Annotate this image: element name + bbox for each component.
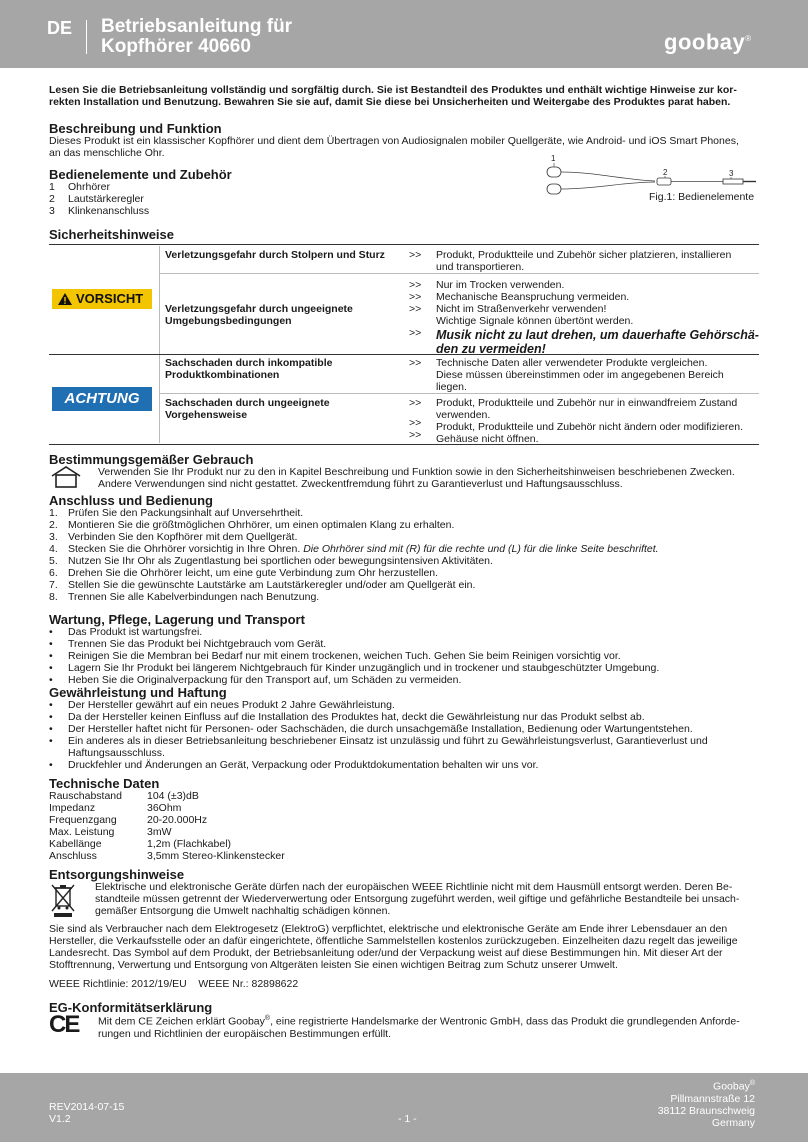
hazard-line: Sachschaden durch ungeeignete	[165, 397, 330, 409]
action-marker: >>	[409, 397, 422, 409]
step-note: Die Ohrhörer sind mit (R) für die rechte und (L) für die linke Seite beschriftet.	[303, 543, 659, 555]
paragraph-line: Landesrecht. Das Symbol auf dem Produkt, der Betriebsanleitung oder/und der Verpackung weist auf diese Bestimmungen hin. Mit dieser Art der	[49, 947, 723, 959]
table-divider	[160, 273, 759, 274]
spec-key: Max. Leistung	[49, 826, 115, 838]
table-divider	[160, 393, 759, 394]
company-name: Goobay	[713, 1080, 750, 1093]
description-line-2: an das menschliche Ohr.	[49, 147, 165, 159]
action-text	[436, 357, 759, 393]
step-number: 5.	[49, 555, 58, 567]
list-item	[49, 662, 761, 674]
trademark-mark: ®	[749, 1080, 755, 1087]
table-row	[49, 826, 449, 838]
operation-steps	[49, 507, 761, 603]
weee-bin-icon	[49, 882, 77, 918]
title-line-1: Betriebsanleitung für	[101, 16, 293, 37]
spec-value: 3mW	[147, 826, 172, 838]
list-item	[49, 543, 761, 555]
list-item	[49, 193, 349, 205]
hazard-label	[165, 303, 405, 327]
list-item	[49, 711, 761, 723]
item-label: Lautstärkeregler	[68, 193, 144, 205]
version: V1.2	[49, 1113, 71, 1125]
language-code: DE	[47, 18, 73, 38]
paragraph-line: Sie sind als Verbraucher nach dem Elektrogesetz (ElektroG) verpflichtet, elektrische und elektronische Geräte am Ende ihrer Lebensdauer an den	[49, 923, 728, 935]
warning-triangle-icon	[57, 292, 73, 306]
step-number: 7.	[49, 579, 58, 591]
list-item	[49, 531, 761, 543]
disposal-text	[95, 881, 761, 917]
hazard-line: Umgebungsbedingungen	[165, 315, 292, 327]
action-line: Nicht im Straßenverkehr verwenden!	[436, 303, 607, 315]
action-marker: >>	[409, 417, 422, 429]
step-text: Stecken Sie die Ohrhörer vorsichtig in Ihre Ohren.	[68, 543, 304, 555]
step-text: Verbinden Sie den Kopfhörer mit dem Quellgerät.	[68, 531, 298, 543]
intro-line-1: Lesen Sie die Betriebsanleitung vollständig und sorgfältig durch. Sie ist Bestandteil des Produktes und enthält wichtige Hinweise zur kor-	[49, 84, 737, 96]
description-line-1: Dieses Produkt ist ein klassischer Kopfhörer und dient dem Übertragen von Audiosignalen mobiler Quellgeräte, wie Android- und iOS Smart Phones,	[49, 135, 739, 147]
intro-line-2: rekten Installation und Benutzung. Bewahren Sie sie auf, damit Sie diese bei Unsicherheiten und Weitergabe des Produktes parat haben.	[49, 96, 731, 108]
page-header	[0, 0, 808, 68]
section-rule	[49, 244, 759, 245]
paragraph-line: Elektrische und elektronische Geräte dürfen nach der europäischen WEEE Richtlinie nicht mit dem Hausmüll entsorgt werden. Deren Be-	[95, 881, 733, 893]
page-title	[101, 17, 292, 57]
list-item	[49, 507, 761, 519]
list-item	[49, 650, 761, 662]
action-line: verwenden.	[436, 409, 491, 421]
bullet: •	[49, 674, 53, 686]
step-text: Prüfen Sie den Packungsinhalt auf Unversehrtheit.	[68, 507, 304, 519]
volume-control-icon	[657, 178, 671, 185]
hazard-label	[165, 357, 405, 381]
disposal-text-2	[49, 923, 761, 971]
list-item	[49, 699, 761, 711]
list-item	[49, 638, 761, 650]
bullet: •	[49, 662, 53, 674]
item-text: Der Hersteller gewährt auf ein neues Produkt 2 Jahre Gewährleistung.	[68, 699, 395, 711]
spec-value: 1,2m (Flachkabel)	[147, 838, 232, 850]
list-item	[49, 626, 761, 638]
list-item	[49, 759, 761, 771]
list-item	[49, 579, 761, 591]
item-label: Ohrhörer	[68, 181, 111, 193]
bullet: •	[49, 735, 53, 747]
controls-list	[49, 181, 349, 217]
spec-value: 3,5mm Stereo-Klinkenstecker	[147, 850, 285, 862]
action-markers	[409, 397, 421, 441]
step-number: 1.	[49, 507, 58, 519]
weee-reference: WEEE Richtlinie: 2012/19/EU WEEE Nr.: 82898622	[49, 978, 299, 990]
list-item	[49, 555, 761, 567]
action-marker: >>	[409, 291, 422, 303]
bullet: •	[49, 638, 53, 650]
action-line: Produkt, Produktteile und Zubehör sicher platzieren, installieren	[436, 249, 732, 261]
intro-paragraph	[49, 84, 761, 108]
step-text: Nutzen Sie Ihr Ohr als Zugentlastung bei sportlichen oder bewegungsintensiven Aktivitäten.	[68, 555, 493, 567]
warranty-heading: Gewährleistung und Haftung	[49, 685, 227, 700]
item-text: Das Produkt ist wartungsfrei.	[68, 626, 203, 638]
item-text: Haftungsausschluss.	[68, 747, 165, 759]
step-number: 8.	[49, 591, 58, 603]
hazard-label: Verletzungsgefahr durch Stolpern und Sturz	[165, 249, 385, 261]
action-line: und transportieren.	[436, 261, 525, 273]
ce-text	[98, 1013, 762, 1040]
action-marker: >>	[409, 249, 422, 261]
achtung-badge: ACHTUNG	[52, 387, 152, 411]
list-item	[49, 181, 349, 193]
figure-label-2: 2	[663, 168, 668, 177]
trademark-mark: ®	[264, 1015, 271, 1022]
list-item	[49, 519, 761, 531]
hazard-label	[165, 397, 405, 421]
spec-value: 36Ohm	[147, 802, 182, 814]
step-text: Stellen Sie die gewünschte Lautstärke am Lautstärkeregler und/oder am Quellgerät ein.	[68, 579, 476, 591]
item-text: Druckfehler und Änderungen an Gerät, Verpackung oder Produktdokumentation behalten wir uns vor.	[68, 759, 539, 771]
spec-key: Impedanz	[49, 802, 96, 814]
paragraph-line: Andere Verwendungen sind nicht gestattet. Zweckentfremdung führt zu Garantieverlust und Haftungsausschluss.	[98, 478, 623, 490]
logo-mark: ®	[745, 34, 752, 43]
spec-value: 20-20.000Hz	[147, 814, 208, 826]
maintenance-heading: Wartung, Pflege, Lagerung und Transport	[49, 612, 305, 627]
maintenance-list	[49, 626, 761, 686]
paragraph-text: , eine registrierte Handelsmarke der Wentronic GmbH, dass das Produkt die grundlegenden Anforde-	[270, 1015, 740, 1028]
paragraph-line: Verwenden Sie Ihr Produkt nur zu den in Kapitel Beschreibung und Funktion sowie in den Sicherheitshinweisen beschriebenen Zwecken.	[98, 466, 735, 478]
item-text: Lagern Sie Ihr Produkt bei längerem Nichtgebrauch für Kinder unzugänglich und in trockener und staubgeschützter Umgebung.	[68, 662, 660, 674]
page-number: - 1 -	[398, 1113, 417, 1125]
logo-text: goobay	[664, 29, 746, 55]
ce-mark-icon: CE	[49, 1011, 79, 1038]
operation-heading: Anschluss und Bedienung	[49, 493, 213, 508]
table-row	[49, 802, 449, 814]
item-text: Trennen Sie das Produkt bei Nichtgebrauch vom Gerät.	[68, 638, 327, 650]
list-item	[49, 205, 349, 217]
paragraph-line: rungen und Richtlinien der europäischen Bestimmungen erfüllt.	[98, 1027, 392, 1040]
item-text: Heben Sie die Originalverpackung für den Transport auf, um Schäden zu vermeiden.	[68, 674, 462, 686]
earbud-icon	[547, 184, 561, 194]
bullet: •	[49, 626, 53, 638]
hazard-line: Sachschaden durch inkompatible	[165, 357, 333, 369]
step-text: Montieren Sie die größtmöglichen Ohrhörer, um einen optimalen Klang zu erhalten.	[68, 519, 455, 531]
step-text: Trennen Sie alle Kabelverbindungen nach Benutzung.	[68, 591, 320, 603]
list-item	[49, 567, 761, 579]
table-row	[49, 814, 449, 826]
hazard-line: Verletzungsgefahr durch ungeeignete	[165, 303, 353, 315]
vorsicht-label: VORSICHT	[76, 291, 144, 306]
spec-key: Kabellänge	[49, 838, 102, 850]
action-line: Nur im Trocken verwenden.	[436, 279, 565, 291]
item-label: Klinkenanschluss	[68, 205, 150, 217]
paragraph-line: standteile müssen getrennt der Wiederverwertung oder Entsorgung zugeführt werden, weil giftige und gefährliche Bestandteile bei unsach-	[95, 893, 740, 905]
action-line: Mechanische Beanspruchung vermeiden.	[436, 291, 630, 303]
hazard-line: Produktkombinationen	[165, 369, 280, 381]
action-marker: >>	[409, 357, 422, 369]
item-text: Ein anderes als in dieser Betriebsanleitung beschriebener Einsatz ist unzulässig und führt zu Gewährleistungsverlust, Garantieverlust und	[68, 735, 708, 747]
list-item	[49, 591, 761, 603]
vorsicht-badge	[52, 289, 152, 309]
hazard-line: Vorgehensweise	[165, 409, 248, 421]
action-markers	[409, 279, 421, 339]
spec-key: Anschluss	[49, 850, 97, 862]
description-heading: Beschreibung und Funktion	[49, 121, 222, 136]
item-number: 2	[49, 193, 55, 205]
warranty-list	[49, 699, 761, 771]
action-marker: >>	[409, 327, 422, 339]
company-address	[658, 1078, 755, 1129]
earbud-icon	[547, 167, 561, 177]
emphasis-line: den zu vermeiden!	[436, 342, 546, 356]
item-text: Reinigen Sie die Membran bei Bedarf nur mit einem trockenen, weichen Tuch. Gehen Sie beim Reinigen vorsichtig vor.	[68, 650, 621, 662]
spec-value: 104 (±3)dB	[147, 790, 199, 802]
address-country: Germany	[711, 1116, 755, 1129]
bullet: •	[49, 759, 53, 771]
list-item	[49, 723, 761, 735]
paragraph-line: Stofftrennung, Verwertung und Entsorgung von Altgeräten leisten Sie einen wichtigen Beitrag zum Schutz unserer Umwelt.	[49, 959, 618, 971]
bullet: •	[49, 711, 53, 723]
step-number: 2.	[49, 519, 58, 531]
spec-key: Rauschabstand	[49, 790, 122, 802]
bullet: •	[49, 699, 53, 711]
action-line: liegen.	[436, 381, 467, 393]
action-marker: >>	[409, 429, 422, 441]
jack-plug-icon	[723, 179, 743, 184]
emphasis-line: Musik nicht zu laut drehen, um dauerhafte Gehörschä-	[436, 328, 759, 342]
item-text: Da der Hersteller keinen Einfluss auf die Installation des Produktes hat, deckt die Gewährleistung nur das Produkt selbst ab.	[68, 711, 645, 723]
step-number: 6.	[49, 567, 58, 579]
revision-info	[49, 1101, 124, 1125]
safety-heading: Sicherheitshinweise	[49, 227, 174, 242]
paragraph-line: Hersteller, die Verkaufsstelle oder an dafür eingerichtete, öffentliche Sammelstellen kostenlos zurückzugeben. Einzelheiten dazu regelt das jeweilige	[49, 935, 738, 947]
figure-caption: Fig.1: Bedienelemente	[649, 191, 755, 203]
bullet: •	[49, 650, 53, 662]
header-divider	[86, 20, 87, 54]
revision-date: REV2014-07-15	[49, 1101, 125, 1113]
action-text	[436, 279, 759, 356]
step-number: 3.	[49, 531, 58, 543]
address-street: Pillmannstraße 12	[670, 1092, 755, 1105]
action-line: Wichtige Signale können übertönt werden.	[436, 315, 634, 327]
title-line-2: Kopfhörer 40660	[101, 36, 251, 57]
item-number: 3	[49, 205, 55, 217]
spec-key: Frequenzgang	[49, 814, 117, 826]
figure-label-3: 3	[729, 169, 734, 178]
intended-use-text	[98, 466, 762, 490]
step-number: 4.	[49, 543, 58, 555]
action-line: Produkt, Produktteile und Zubehör nicht ändern oder modifizieren.	[436, 421, 744, 433]
table-row	[49, 850, 449, 862]
house-icon	[49, 465, 83, 489]
item-number: 1	[49, 181, 55, 193]
tech-heading: Technische Daten	[49, 776, 160, 791]
controls-heading: Bedienelemente und Zubehör	[49, 167, 232, 182]
action-text	[436, 397, 759, 445]
paragraph-line: gemäßer Entsorgung die Umwelt nachhaltig schädigen können.	[95, 905, 391, 917]
paragraph-text: Mit dem CE Zeichen erklärt Goobay	[98, 1015, 265, 1028]
action-line: Produkt, Produktteile und Zubehör nur in einwandfreiem Zustand	[436, 397, 738, 409]
intended-use-heading: Bestimmungsgemäßer Gebrauch	[49, 452, 254, 467]
figure-label-1: 1	[551, 154, 556, 163]
action-line: Diese müssen übereinstimmen oder im angegebenen Bereich	[436, 369, 724, 381]
action-marker: >>	[409, 279, 422, 291]
step-text: Drehen Sie die Ohrhörer leicht, um eine gute Verbindung zum Ohr herzustellen.	[68, 567, 439, 579]
table-row	[49, 838, 449, 850]
list-item	[49, 735, 761, 759]
table-row	[49, 790, 449, 802]
address-city: 38112 Braunschweig	[657, 1104, 755, 1117]
tech-table	[49, 790, 449, 862]
action-marker: >>	[409, 303, 422, 315]
brand-logo	[664, 27, 752, 54]
ce-heading: EG-Konformitätserklärung	[49, 1000, 213, 1015]
disposal-heading: Entsorgungshinweise	[49, 867, 185, 882]
action-text	[436, 249, 759, 273]
table-divider	[159, 246, 160, 443]
bullet: •	[49, 723, 53, 735]
action-line: Technische Daten aller verwendeter Produkte vergleichen.	[436, 357, 708, 369]
item-text: Der Hersteller haftet nicht für Personen- oder Sachschäden, die durch unsachgemäße Installation, Bedienung oder Wartungentstehen.	[68, 723, 693, 735]
action-line: Gehäuse nicht öffnen.	[436, 433, 539, 445]
page-footer	[0, 1073, 808, 1142]
